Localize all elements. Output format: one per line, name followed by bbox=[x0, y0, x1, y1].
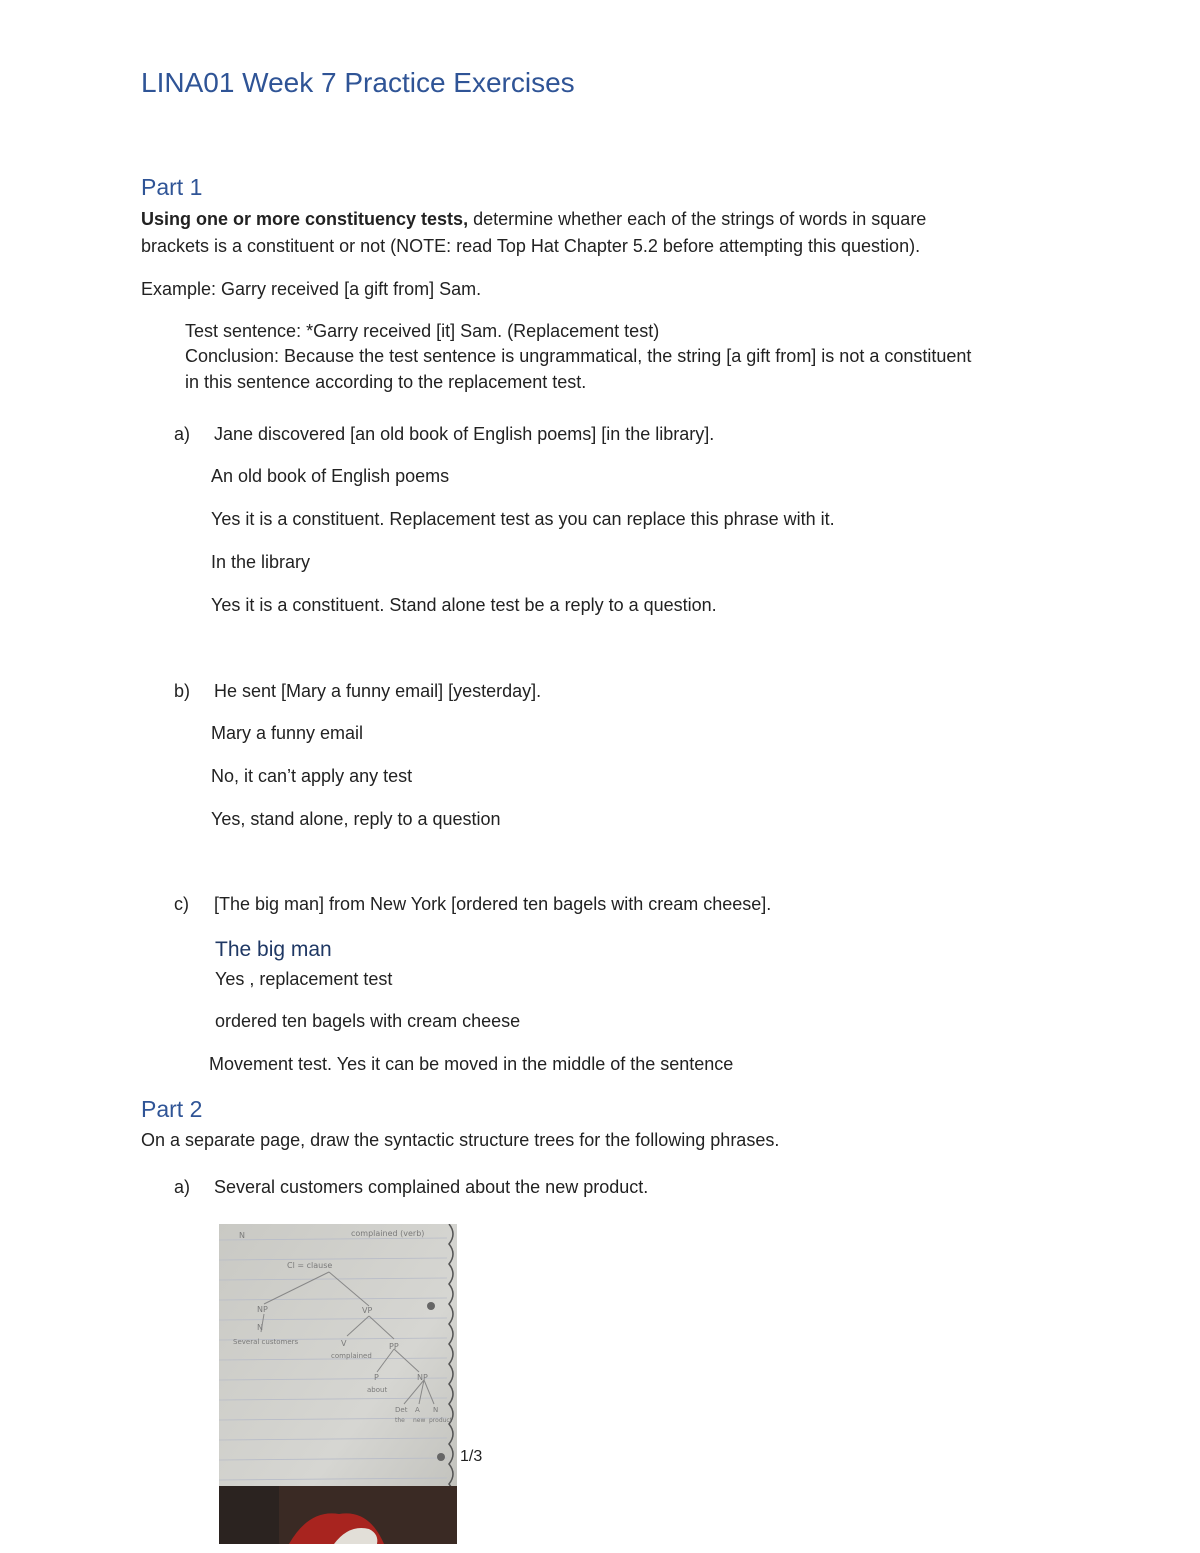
example-conclusion-line2: in this sentence according to the replacement test. bbox=[185, 372, 587, 392]
question-b bbox=[174, 681, 541, 703]
page-number: 1/3 bbox=[460, 1448, 483, 1465]
answer-c-3: ordered ten bagels with cream cheese bbox=[215, 1011, 521, 1031]
answer-a-3: In the library bbox=[211, 552, 311, 572]
answer-a-2: Yes it is a constituent. Replacement test as you can replace this phrase with it. bbox=[211, 509, 835, 529]
part2-heading: Part 2 bbox=[141, 1096, 203, 1122]
part2-instructions: On a separate page, draw the syntactic structure trees for the following phrases. bbox=[141, 1130, 780, 1150]
tree-vp-label: VP bbox=[362, 1306, 373, 1315]
part2-question-a-sentence: Several customers complained about the new product. bbox=[214, 1177, 649, 1197]
syntax-tree-photo-drawing bbox=[219, 1224, 457, 1544]
answer-c-heading: The big man bbox=[215, 938, 332, 961]
tree-word-the: the bbox=[395, 1417, 405, 1424]
part1-heading: Part 1 bbox=[141, 174, 203, 200]
tree-word-new: new bbox=[413, 1417, 426, 1424]
list-marker: c) bbox=[174, 894, 189, 914]
tree-verb-word: complained bbox=[331, 1352, 372, 1360]
tree-corner-label: N bbox=[239, 1231, 245, 1240]
question-c bbox=[174, 894, 771, 916]
answer-b-3: Yes, stand alone, reply to a question bbox=[211, 809, 501, 829]
question-a-sentence: Jane discovered [an old book of English poems] [in the library]. bbox=[214, 424, 715, 444]
syntax-tree-photo bbox=[219, 1224, 457, 1544]
list-marker: b) bbox=[174, 681, 191, 701]
example-test-sentence: Test sentence: *Garry received [it] Sam. (Replacement test) bbox=[185, 321, 660, 341]
tree-det-label: Det bbox=[395, 1406, 408, 1414]
question-a bbox=[174, 424, 714, 446]
tree-root-label: Cl = clause bbox=[287, 1261, 333, 1270]
tree-adj-label: A bbox=[415, 1406, 420, 1414]
list-marker: a) bbox=[174, 1177, 191, 1197]
tree-v-label: V bbox=[341, 1339, 347, 1348]
answer-c-4: Movement test. Yes it can be moved in the middle of the sentence bbox=[209, 1054, 734, 1074]
tree-pp-label: PP bbox=[389, 1342, 399, 1351]
example-conclusion-line1: Conclusion: Because the test sentence is ungrammatical, the string [a gift from] is not a constituent bbox=[185, 346, 972, 366]
answer-a-4: Yes it is a constituent. Stand alone test be a reply to a question. bbox=[211, 595, 717, 615]
tree-top-note: complained (verb) bbox=[351, 1229, 425, 1238]
example-sentence: Example: Garry received [a gift from] Sam. bbox=[141, 279, 482, 299]
tree-prep-word: about bbox=[367, 1386, 388, 1394]
tree-n2-label: N bbox=[433, 1406, 439, 1414]
tree-n-label: N bbox=[257, 1323, 263, 1332]
tree-subject-word: Several customers bbox=[233, 1338, 299, 1346]
answer-b-2: No, it can’t apply any test bbox=[211, 766, 413, 786]
instructions-rest: determine whether each of the strings of words in square bbox=[468, 209, 927, 229]
tree-np-label: NP bbox=[257, 1305, 268, 1314]
answer-a-1: An old book of English poems bbox=[211, 466, 450, 486]
question-c-sentence: [The big man] from New York [ordered ten bagels with cream cheese]. bbox=[214, 894, 772, 914]
tree-word-product: product bbox=[429, 1417, 453, 1424]
answer-c-2: Yes , replacement test bbox=[215, 969, 393, 989]
part1-instructions-line2: brackets is a constituent or not (NOTE: read Top Hat Chapter 5.2 before attempting this question). bbox=[141, 236, 921, 256]
part1-instructions-line1 bbox=[141, 209, 926, 231]
answer-b-1: Mary a funny email bbox=[211, 723, 364, 743]
question-b-sentence: He sent [Mary a funny email] [yesterday]. bbox=[214, 681, 542, 701]
tree-p-label: P bbox=[374, 1373, 379, 1382]
list-marker: a) bbox=[174, 424, 191, 444]
document-title: LINA01 Week 7 Practice Exercises bbox=[141, 67, 575, 98]
tree-np2-label: NP bbox=[417, 1373, 428, 1382]
instructions-bold: Using one or more constituency tests, bbox=[141, 209, 469, 229]
part2-question-a bbox=[174, 1177, 648, 1199]
